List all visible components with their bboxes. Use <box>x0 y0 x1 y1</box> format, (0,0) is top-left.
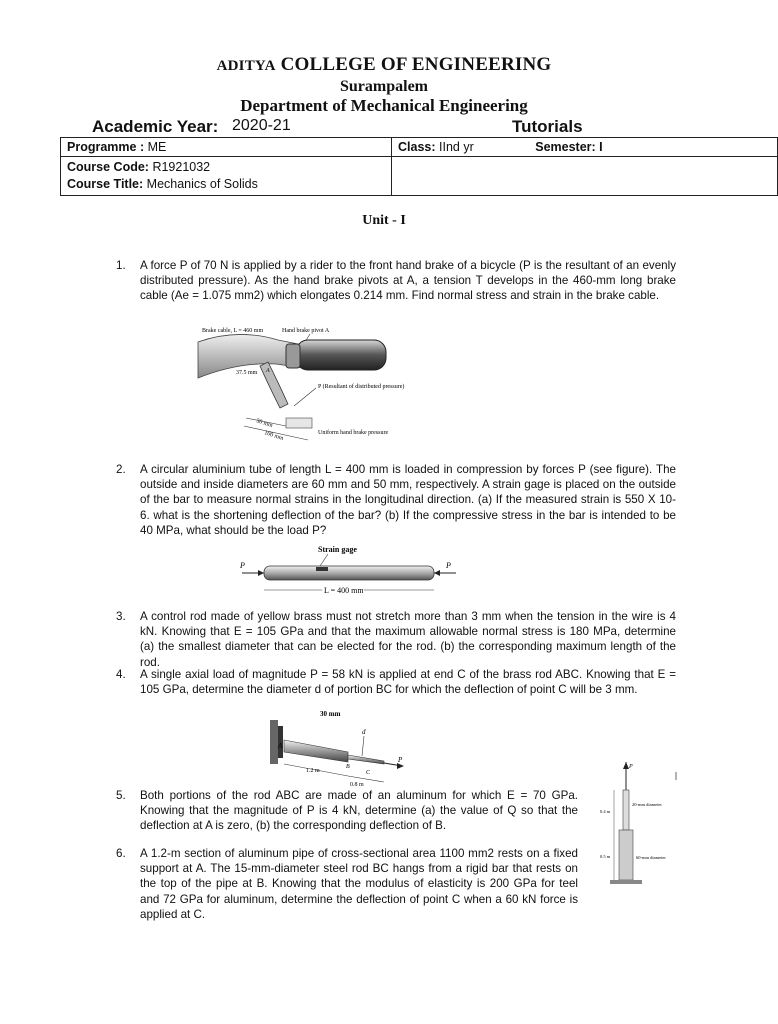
fig2-p-right: P <box>446 561 451 570</box>
fig1-clamp <box>286 344 300 368</box>
fig1-leader <box>294 388 316 406</box>
programme-value: ME <box>147 140 167 154</box>
question-text: A 1.2-m section of aluminum pipe of cross-sectional area 1100 mm2 rests on a fixed support at A. The 15-mm-diameter steel rod BC hangs from a rigid bar that rests on the top of the pipe at B. Knowing that the modulus of elasticity is 200 GPa for teel and 72 GPa for aluminum, determine the deflection of point C when a 60 kN force is applied at C. <box>140 847 578 921</box>
fig4-len-08: 0.8 m <box>350 782 364 788</box>
fig2-strain-gage-label: Strain gage <box>318 545 357 554</box>
fig2-right-arrowhead <box>434 570 440 576</box>
department-title: Department of Mechanical Engineering <box>240 96 528 115</box>
fig1-pivot-label: Hand brake pivot A <box>282 328 330 334</box>
academic-year-line <box>60 117 678 138</box>
question-text: A single axial load of magnitude P = 58 kN is applied at end C of the brass rod ABC. Knowing that E = 105 GPa, determine the diameter d of portion BC for which the deflection of point C will be 3 mm. <box>140 668 676 697</box>
class-label: Class: <box>398 140 436 154</box>
academic-year-value: 2020-21 <box>232 117 291 134</box>
vertical-rod-figure <box>600 758 680 890</box>
fig4-d-label: d <box>362 728 366 736</box>
fig2-p-left: P <box>240 561 245 570</box>
fig5-bottom-diameter: 60-mm diameter <box>636 855 666 860</box>
fig5-top-diameter: 20-mm diameter <box>632 802 662 807</box>
fig4-len-12: 1.2 m <box>306 768 320 774</box>
course-cell <box>61 157 392 196</box>
empty-cell <box>392 157 778 196</box>
table-row <box>61 138 778 157</box>
fig1-dim-37: 37.5 mm <box>236 370 258 376</box>
fig1-resultant-label: P (Resultant of distributed pressure) <box>318 384 405 390</box>
question-number: 5. <box>116 789 126 802</box>
fig5-len-top: 0.4 m <box>600 809 611 814</box>
fig5-len-bottom: 0.5 m <box>600 854 611 859</box>
course-code-label: Course Code: <box>67 160 149 174</box>
fig1-cable-label: Brake cable, L = 460 mm <box>202 328 264 334</box>
fig1-uniform-label: Uniform hand brake pressure <box>318 430 389 436</box>
fig2-left-arrowhead <box>258 570 264 576</box>
fig2-tube <box>264 566 434 580</box>
question-number: 4. <box>116 668 126 681</box>
class-value: IInd yr <box>439 140 474 154</box>
course-title-label: Course Title: <box>67 177 144 191</box>
semester-label: Semester: I <box>535 140 603 154</box>
question-number: 3. <box>116 610 126 623</box>
fig4-rod-ab <box>284 740 348 762</box>
course-code-value: R1921032 <box>152 160 211 174</box>
fig1-dim-50: 50 mm <box>255 418 274 430</box>
fig2-length-label: L = 400 mm <box>324 586 364 595</box>
programme-cell <box>61 138 392 157</box>
fig5-base <box>610 880 642 884</box>
question-text: A force P of 70 N is applied by a rider to the front hand brake of a bicycle (P is the resultant of an evenly distributed pressure). As the hand brake pivots at A, a tension T develops in the 460-mm long brake cable (Ae = 1.075 mm2) which elongates 0.214 mm. Find normal stress and strain in the brake cable. <box>140 259 676 303</box>
unit-title: Unit - I <box>362 213 406 228</box>
question-text: A circular aluminium tube of length L = 400 mm is loaded in compression by forces P (see figure). The outside and inside diameters are 60 mm and 50 mm, respectively. A strain gage is placed on the outside of the bar to measure normal strains in the longitudinal direction. (a) If the measured strain is 550 X 10-6. what is the shortening deflection of the bar? (b) If the compressive stress in the bar is intended to be 40 MPa, what should be the load P? <box>140 463 676 537</box>
fig4-leader <box>362 736 364 756</box>
fig4-dim-30: 30 mm <box>320 710 341 718</box>
college-location: Surampalem <box>340 78 428 95</box>
fig2-gage <box>316 567 328 571</box>
question-number: 6. <box>116 847 126 860</box>
fig4-p-label: P <box>398 756 403 764</box>
course-code-line <box>67 159 385 176</box>
question-text: A control rod made of yellow brass must not stretch more than 3 mm when the tension in the wire is 4 kN. Knowing that E = 105 GPa and that the maximum allowable normal stress is 180 MPa, determine (a) the smallest diameter that can be elected for the rod. (b) the corresponding maximum length of the rod. <box>140 610 676 669</box>
table-row <box>61 157 778 196</box>
brake-figure <box>198 322 405 446</box>
programme-label: Programme : <box>67 140 145 154</box>
question-text: Both portions of the rod ABC are made of an aluminum for which E = 70 GPa. Knowing that the magnitude of P is 4 kN, determine (a) the value of Q so that the deflection at A is zero, (b) the corresponding deflection of B. <box>140 789 578 833</box>
course-info-table <box>60 137 778 196</box>
college-name-small: ADITYA <box>216 58 276 74</box>
rod-abc-figure <box>266 706 416 788</box>
fig5-upper-rod <box>623 790 629 830</box>
tube-figure <box>232 542 464 598</box>
academic-year-label: Academic Year: <box>92 117 219 136</box>
class-semester-cell <box>392 138 778 157</box>
fig5-lower-rod <box>619 830 633 880</box>
college-name <box>0 54 768 76</box>
fig1-pressure-pad <box>286 418 312 428</box>
fig1-dim-100: 100 mm <box>263 430 285 443</box>
fig4-rod-bc <box>348 755 384 764</box>
fig5-p-label: P <box>629 764 633 770</box>
fig1-handle-grip <box>296 340 386 370</box>
fig1-lever <box>260 362 288 408</box>
fig4-point-b: B <box>346 764 350 770</box>
fig4-point-c: C <box>366 770 371 776</box>
course-title-line <box>67 176 385 193</box>
college-name-rest: COLLEGE OF ENGINEERING <box>280 54 552 75</box>
fig4-point-a: A <box>278 742 283 750</box>
tutorials-label: Tutorials <box>512 117 583 136</box>
question-number: 2. <box>116 463 126 476</box>
question-number: 1. <box>116 259 126 272</box>
fig4-wall <box>270 720 278 764</box>
fig2-leader <box>320 554 328 566</box>
course-title-value: Mechanics of Solids <box>146 177 258 191</box>
fig1-point-a: A <box>266 368 270 374</box>
